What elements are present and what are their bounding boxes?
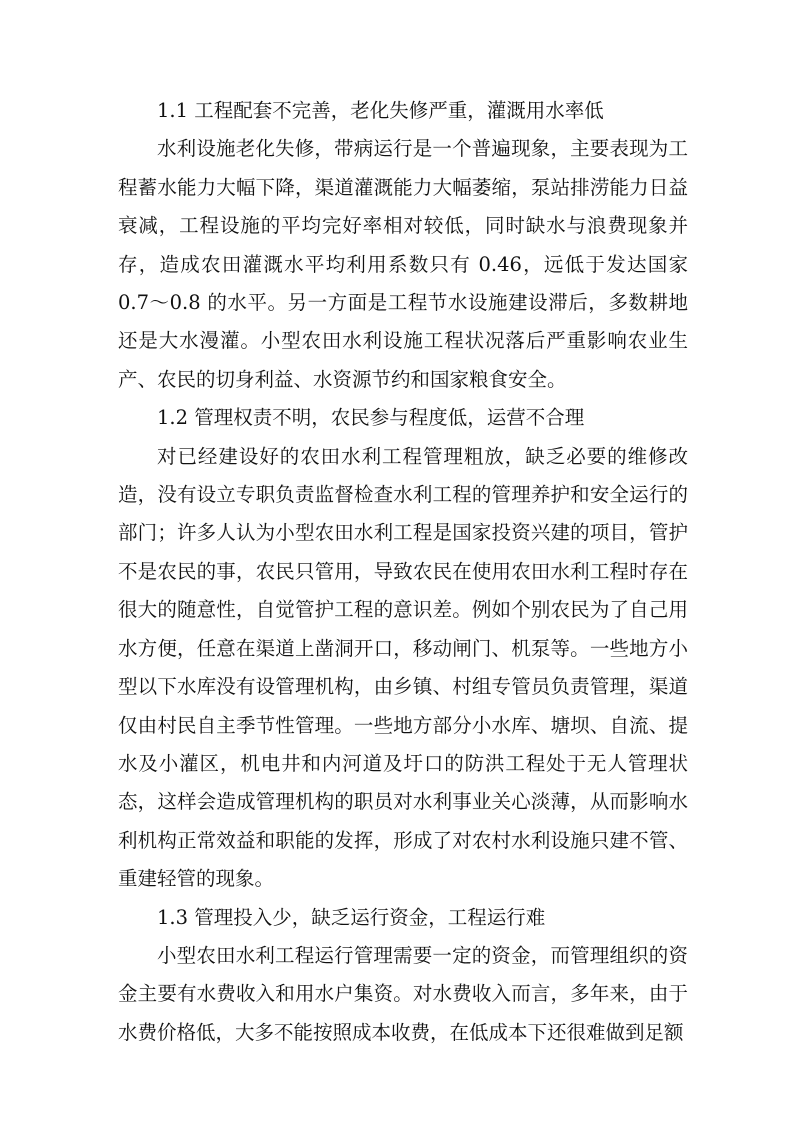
section-heading-1-1: 1.1 工程配套不完善，老化失修严重，灌溉用水率低 <box>157 99 604 122</box>
section-paragraph-1-2: 对已经建设好的农田水利工程管理粗放，缺乏必要的维修改造，没有设立专职负责监督检查水利工程的管理养护和安全运行的部门；许多人认为小型农田水利工程是国家投资兴建的项目，管护不是农民的事，农民只管用，导致农民在使用农田水利工程时存在很大的随意性，自觉管护工程的意识差。例如个别农民为了自己用水方便，任意在渠道上凿洞开口，移动闸门、机泵等。一些地方小型以下水库没有设管理机构，由乡镇、村组专管员负责管理，渠道仅由村民自主季节性管理。一些地方部分小水库、塘坝、自流、提水及小灌区，机电井和内河道及圩口的防洪工程处于无人管理状态，这样会造成管理机构的职员对水利事业关心淡薄，从而影响水利机构正常效益和职能的发挥，形成了对农村水利设施只建不管、重建轻管的现象。 <box>118 444 688 891</box>
section-heading-1-3: 1.3 管理投入少，缺乏运行资金，工程运行难 <box>157 905 546 929</box>
section-paragraph-1-3: 小型农田水利工程运行管理需要一定的资金，而管理组织的资金主要有水费收入和用水户集资。对水费收入而言，多年来，由于水费价格低，大多不能按照成本收费，在低成本下还很难做到足额 <box>118 943 688 1044</box>
section-heading-1-2: 1.2 管理权责不明，农民参与程度低，运营不合理 <box>157 406 585 430</box>
section-paragraph-1-1: 水利设施老化失修，带病运行是一个普遍现象，主要表现为工程蓄水能力大幅下降，渠道灌溉能力大幅萎缩，泵站排涝能力日益衰减，工程设施的平均完好率相对较低，同时缺水与浪费现象并存，造成农田灌溉水平均利用系数只有 0.46，远低于发达国家 0.7～0.8 的水平。另一方面是工程节水设施建设滞后，多数耕地还是大水漫灌。小型农田水利设施工程状况落后严重影响农业生产、农民的切身利益、水资源节约和国家粮食安全。 <box>118 137 688 391</box>
document-body <box>118 92 688 1052</box>
